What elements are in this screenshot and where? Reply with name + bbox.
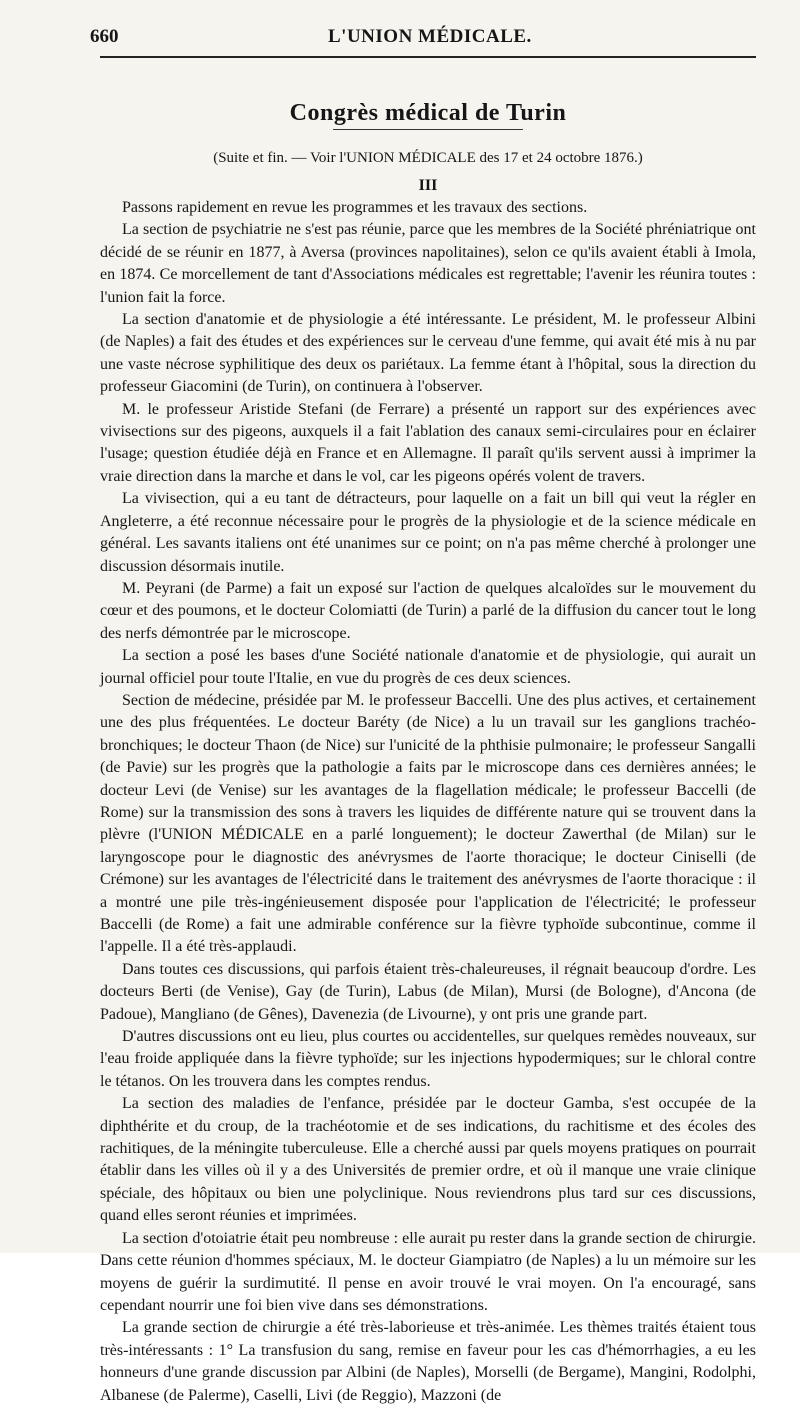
article-subtitle: (Suite et fin. — Voir l'UNION MÉDICALE des 17 et 24 octobre 1876.) [213, 150, 643, 166]
paragraph: Passons rapidement en revue les programmes et les travaux des sections. [122, 199, 588, 216]
page-header [90, 20, 756, 58]
paragraph: La vivisection, qui a eu tant de détracteurs, pour laquelle on a fait un bill qui veut la régler en Angleterre, a été reconnue nécessaire pour le progrès de la physiologie et de la science médicale en général. Les savants italiens ont été unanimes sur ce point; on n'a pas même cherché à prolonger une discussion désormais inutile. [100, 490, 756, 575]
paragraph: Section de médecine, présidée par M. le professeur Baccelli. Une des plus actives, et certainement une des plus fréquentées. Le docteur Baréty (de Nice) a lu un travail sur les ganglions trachéo-bronchiques; le docteur Thaon (de Nice) sur l'unicité de la phthisie pulmonaire; le professeur Sangalli (de Pavie) sur les progrès que la pathologie a faits par le microscope dans ces dernières années; le docteur Levi (de Venise) sur les avantages de la flagellation médicale; le professeur Baccelli (de Rome) sur la transmission des sons à travers les liquides de différente nature qui se trouvent dans la plèvre (l'UNION MÉDICALE en a parlé longuement); le docteur Zawerthal (de Milan) sur le laryngoscope pour le diagnostic des anévrysmes de l'aorte thoracique; le docteur Ciniselli (de Crémone) sur les avantages de l'électricité dans le traitement des anévrysmes de l'aorte thoracique : il a montré une pile très-ingénieusement disposée pour l'application de l'électricité; le professeur Baccelli (de Rome) a fait une admirable conférence sur la fièvre typhoïde subcontinue, comme il l'appelle. Il a été très-applaudi. [100, 691, 756, 956]
article-title: Congrès médical de Turin [289, 100, 567, 126]
section-numeral: III [418, 177, 438, 194]
paragraph: La section de psychiatrie ne s'est pas réunie, parce que les membres de la Société phréniatrique ont décidé de se réunir en 1877, à Aversa (provinces napolitaines), selon ce qu'ils avaient établi à Imola, en 1874. Ce morcellement de tant d'Associations médicales est regrettable; l'avenir les réunira toutes : l'union fait la force. [100, 221, 756, 306]
paragraph: La grande section de chirurgie a été très-laborieuse et très-animée. Les thèmes traités étaient tous très-intéressants : 1° La transfusion du sang, remise en faveur pour les cas d'hémorrhagies, a eu les honneurs d'une grande discussion par Albini (de Naples), Morselli (de Bergame), Mangini, Rodolphi, Albanese (de Palerme), Caselli, Livi (de Reggio), Mazzoni (de [100, 1319, 756, 1404]
title-rule [333, 129, 523, 130]
article-body [100, 197, 756, 1407]
paragraph: La section d'otoiatrie était peu nombreuse : elle aurait pu rester dans la grande section de chirurgie. Dans cette réunion d'hommes spéciaux, M. le docteur Giampiatro (de Naples) a lu un mémoire sur les moyens de guérir la surdimutité. Il pense en avoir trouvé le vrai moyen. On l'a encouragé, sans cependant nourrir une foi bien vive dans ses démonstrations. [100, 1229, 756, 1314]
paragraph: Dans toutes ces discussions, qui parfois étaient très-chaleureuses, il régnait beaucoup d'ordre. Les docteurs Berti (de Venise), Gay (de Turin), Labus (de Milan), Mursi (de Bologne), d'Ancona (de Padoue), Mangliano (de Gênes), Davenezia (de Livourne), y ont pris une grande part. [100, 960, 756, 1023]
paragraph: D'autres discussions ont eu lieu, plus courtes ou accidentelles, sur quelques remèdes nouveaux, sur l'eau froide appliquée dans la fièvre typhoïde; sur les injections hypodermiques; sur le chloral contre le tétanos. On les trouvera dans les comptes rendus. [100, 1028, 756, 1090]
paragraph: M. le professeur Aristide Stefani (de Ferrare) a présenté un rapport sur des expériences avec vivisections sur des pigeons, auxquels il a fait l'ablation des canaux semi-circulaires pour en éclairer l'usage; question étudiée déjà en France et en Allemagne. Il paraît qu'ils servent aussi à imprimer la vraie direction dans la marche et dans le vol, car les pigeons opérés volent de travers. [100, 400, 756, 485]
paragraph: M. Peyrani (de Parme) a fait un exposé sur l'action de quelques alcaloïdes sur le mouvement du cœur et des poumons, et le docteur Colomiatti (de Turin) a parlé de la diffusion du cancer tout le long des nerfs démontrée par le microscope. [100, 579, 756, 642]
paragraph: La section d'anatomie et de physiologie a été intéressante. Le président, M. le professeur Albini (de Naples) a fait des études et des expériences sur le cerveau d'une femme, qui avait été mis à nu par une vaste nécrose syphilitique des deux os pariétaux. La femme étant à l'hôpital, sous la direction du professeur Giacomini (de Turin), on continuera à l'observer. [100, 311, 756, 396]
running-title: L'UNION MÉDICALE. [328, 26, 532, 47]
paragraph: La section des maladies de l'enfance, présidée par le docteur Gamba, s'est occupée de la diphthérite et du croup, de la trachéotomie et de ses indications, du rachitisme et des écoles des rachitiques, de la méningite tuberculeuse. Elle a cherché aussi par quels moyens pratiques on pourrait établir dans les villes où il y a des Universités de premier ordre, et où il manque une vraie clinique spéciale, des hôpitaux ou bien une polyclinique. Nous reviendrons plus tard sur ces discussions, quand elles seront réunies et imprimées. [100, 1095, 756, 1225]
page-number: 660 [90, 26, 119, 47]
paragraph: La section a posé les bases d'une Société nationale d'anatomie et de physiologie, qui aurait un journal officiel pour toute l'Italie, en vue du progrès de ces deux sciences. [100, 647, 756, 687]
